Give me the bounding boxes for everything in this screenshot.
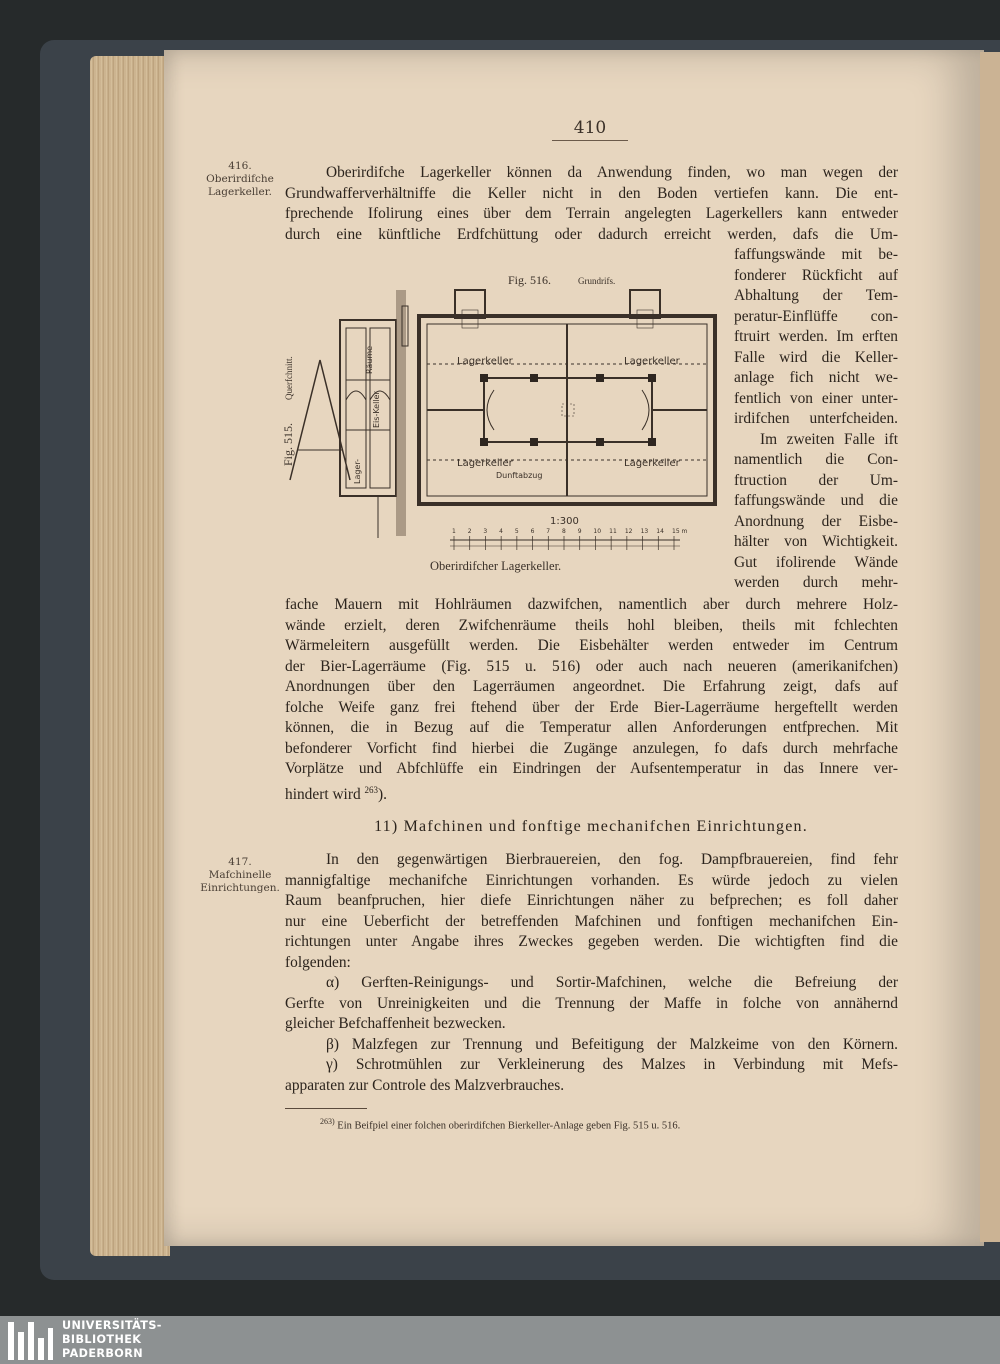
library-name: UNIVERSITÄTS- BIBLIOTHEK PADERBORN bbox=[62, 1319, 162, 1360]
text-line: Wärmeleitern ausgefüllt werden. Die Eisbehälter werden entweder im Centrum bbox=[285, 637, 898, 654]
text-line: hälter von Wichtigkeit. bbox=[734, 533, 898, 550]
scale-tick-label: 5 bbox=[514, 528, 519, 535]
fig516-plan bbox=[419, 290, 715, 504]
page-number: 410 bbox=[573, 118, 607, 138]
text-line: Falle wird die Keller- bbox=[734, 348, 898, 366]
text-line-last: hindert wird $^{263}$). bbox=[285, 784, 387, 803]
fig516-label: Fig. 516. bbox=[508, 273, 552, 287]
scale-tick-label: 1 bbox=[452, 528, 456, 535]
text-line: nur eine Ueberficht der betreffenden Mafchinen und fonftigen mechanifchen Ein- bbox=[285, 912, 898, 930]
text-line: folgenden: bbox=[285, 953, 351, 971]
scale-tick-label: 9 bbox=[577, 528, 582, 535]
section-label: Lager- bbox=[353, 458, 362, 484]
text-line: der Bier-Lagerräume (Fig. 515 u. 516) oder auch nach neueren (amerikanifchen) bbox=[285, 657, 898, 675]
room-label: Lagerkeller bbox=[457, 458, 513, 469]
library-logo bbox=[6, 1320, 54, 1362]
text-line: Abhaltung der Tem- bbox=[734, 287, 898, 304]
text-line: Vorplätze und Abfchlüffe ein Eindringen der Aufsentemperatur in das Innere ver- bbox=[285, 760, 898, 777]
list-item-gamma: γ) Schrotmühlen zur Verkleinerung des Malzes in Verbindung mit Mefs- bbox=[326, 1056, 898, 1073]
text-line: fache Mauern mit Hohlräumen dazwifchen, namentlich aber durch mehrere Holz- bbox=[285, 596, 898, 613]
scale-tick-label: 13 bbox=[640, 528, 649, 535]
footnote-rule bbox=[285, 1108, 367, 1109]
room-label: Lagerkeller bbox=[457, 356, 513, 367]
scale-tick-label: 6 bbox=[530, 528, 535, 535]
side-note-416: 416. Oberirdifche Lagerkeller. bbox=[206, 160, 274, 198]
scale-tick-label: 8 bbox=[562, 528, 566, 535]
list-item-beta: β) Malzfegen zur Trennung und Befeitigung der Malzkeime von den Körnern. bbox=[326, 1035, 898, 1053]
text-line: werden durch mehr- bbox=[734, 574, 898, 591]
scale-tick-label: 10 bbox=[593, 528, 602, 535]
text-line: ftruirt werden. Im erften bbox=[734, 328, 898, 345]
facing-page-edge bbox=[980, 52, 1000, 1242]
side-note-417: 417. Mafchinelle Einrichtungen. bbox=[200, 856, 280, 894]
text-line: apparaten zur Controle des Malzverbrauches. bbox=[285, 1076, 565, 1094]
fig515-cross-section bbox=[290, 290, 408, 538]
section-label: Eis-Keller bbox=[372, 391, 381, 428]
scale-tick-label: 2 bbox=[467, 528, 472, 535]
fig515-sublabel: Querfchnitt. bbox=[284, 356, 294, 400]
text-line: ftruction der Um- bbox=[734, 471, 898, 489]
figure-lagerkeller bbox=[262, 270, 722, 580]
scale-tick-label: 14 bbox=[656, 528, 664, 535]
text-line: In den gegenwärtigen Bierbrauereien, den fog. Dampfbrauereien, find fehr bbox=[326, 851, 898, 868]
section-label: Räume bbox=[365, 345, 374, 374]
vent-label: Dunftabzug bbox=[496, 471, 543, 480]
figure-caption: Oberirdifcher Lagerkeller. bbox=[430, 559, 562, 573]
text-line: Anordnung der Eisbe- bbox=[734, 512, 898, 530]
text-line: Gerfte von Unreinigkeiten und die Trennung der Maffe in folche von annähernd bbox=[285, 994, 898, 1012]
scale-tick-label: 15 m bbox=[672, 528, 688, 535]
text-line: fonderer Rückficht auf bbox=[734, 266, 898, 284]
text-line: Im zweiten Falle ift bbox=[760, 430, 898, 448]
scale-ticks bbox=[452, 528, 688, 550]
footnote-reference: 263 bbox=[364, 784, 379, 795]
scale-tick-label: 11 bbox=[609, 528, 617, 535]
scale-label: 1:300 bbox=[550, 516, 579, 527]
page-number-rule bbox=[552, 140, 628, 141]
text-line: anlage fich nicht we- bbox=[734, 369, 898, 386]
text-line: folche Weife ganz frei ftehend über der Erde Bier-Lagerräume hergeftellt werden bbox=[285, 698, 898, 716]
text-line: fprechende Ifolirung eines über dem Terrain angelegten Lagerkellers kann entweder bbox=[285, 205, 898, 222]
text-line: können, die in Bezug auf die Temperatur allen Anforderungen entfprechen. Mit bbox=[285, 719, 898, 736]
text-line: richtungen unter Angabe ihres Zweckes gegeben werden. Die wichtigften find die bbox=[285, 933, 898, 950]
text-line: faffungswände und die bbox=[734, 492, 898, 509]
scale-tick-label: 3 bbox=[483, 528, 488, 535]
text-line: fentlich von einer unter- bbox=[734, 389, 898, 407]
footnote: $^{263)}$ Ein Beifpiel einer folchen oberirdifchen Bierkeller-Anlage geben Fig. 515 u. 516. bbox=[320, 1117, 681, 1132]
text-line: faffungswände mit be- bbox=[734, 246, 898, 263]
room-label: Lagerkeller bbox=[624, 356, 680, 367]
text-line: wände erzielt, deren Zwifchenräume theils hohl bleiben, theils mit fchlechten bbox=[285, 616, 898, 634]
text-line: durch eine künftliche Erdfchüttung oder dadurch erreicht werden, dafs die Um- bbox=[285, 225, 898, 243]
text-line: Oberirdifche Lagerkeller können da Anwendung finden, wo man wegen der bbox=[326, 164, 898, 181]
scale-tick-label: 7 bbox=[546, 528, 551, 535]
text-line: peratur-Einflüffe con- bbox=[734, 307, 898, 325]
text-line: irdifchen unterfcheiden. bbox=[734, 410, 898, 427]
page-edges bbox=[90, 56, 170, 1256]
text-line: Gut ifolirende Wände bbox=[734, 553, 898, 571]
fig515-label: Fig. 515. bbox=[281, 422, 295, 466]
text-line: namentlich die Con- bbox=[734, 451, 898, 468]
scale-tick-label: 4 bbox=[499, 528, 503, 535]
fig516-sublabel: Grundrifs. bbox=[578, 276, 616, 286]
room-label: Lagerkeller bbox=[624, 458, 680, 469]
list-item-alpha: α) Gerften-Reinigungs- und Sortir-Mafchinen, welche die Befreiung der bbox=[326, 974, 898, 991]
section-heading: 11) Mafchinen und fonftige mechanifchen Einrichtungen. bbox=[374, 818, 808, 835]
text-line: mannigfaltige mechanifche Einrichtungen vorhanden. Es würde jedoch zu vielen bbox=[285, 871, 898, 889]
text-line: Raum beanfpruchen, hier diefe Einrichtungen näher zu befprechen; es foll daher bbox=[285, 892, 898, 909]
text-line: gleicher Befchaffenheit bezwecken. bbox=[285, 1015, 506, 1032]
scale-tick-label: 12 bbox=[624, 528, 633, 535]
text-line: befonderer Vorficht find hierbei die Zugänge anzulegen, fo dafs durch mehrfache bbox=[285, 739, 898, 757]
text-line: Grundwafferverhältniffe die Keller nicht in den Boden vertiefen kann. Die ent- bbox=[285, 184, 898, 202]
text-line: Anordnungen über den Lagerräumen angeordnet. Die Erfahrung zeigt, dafs auf bbox=[285, 678, 898, 695]
